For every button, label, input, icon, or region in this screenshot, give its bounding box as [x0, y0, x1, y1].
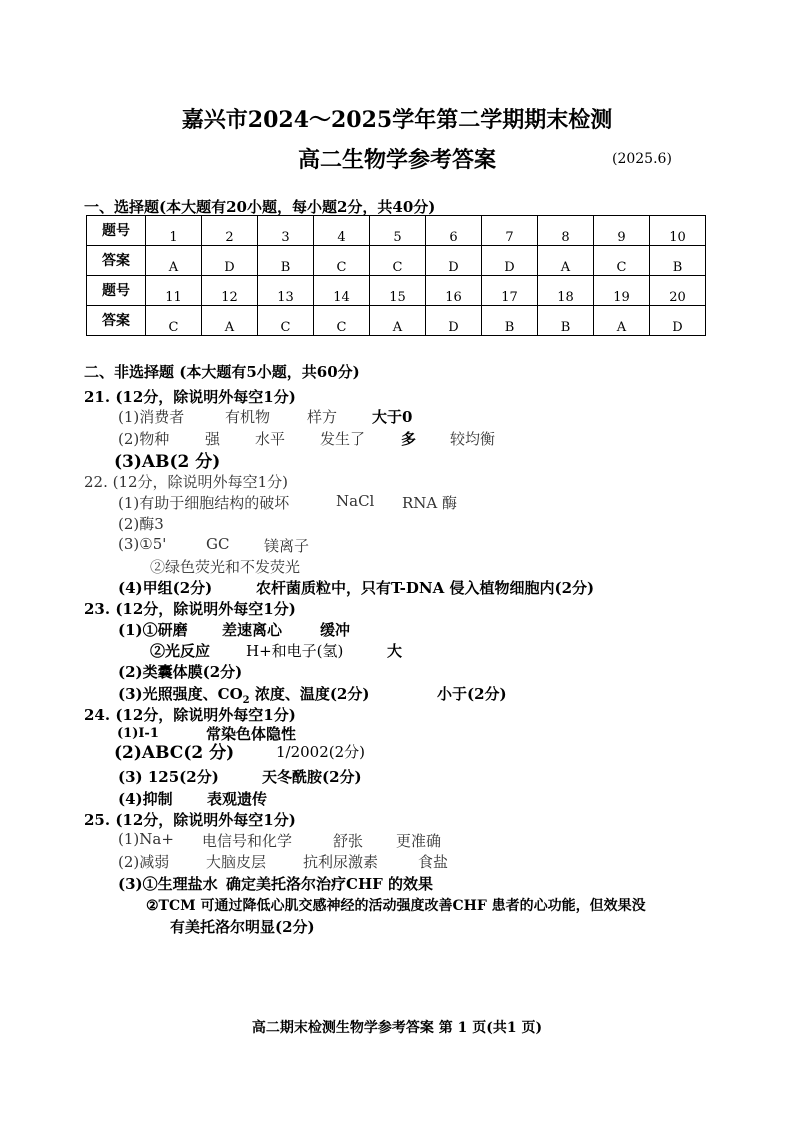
q24-part1-a: (1)I-1 [117, 726, 159, 741]
row-label-answer: 答案 [87, 306, 146, 336]
q25-heading: 25. (12分，除说明外每空1分) [84, 811, 296, 829]
q22-part1-c: RNA 酶 [402, 494, 458, 512]
q25-part2-a: (2)减弱 [118, 853, 170, 871]
q24-part3-a: (3) 125(2分) [118, 768, 219, 786]
table-cell: A [538, 246, 594, 276]
section2-heading: 二、非选择题 (本大题有5小题，共60分) [84, 363, 360, 381]
table-cell: 11 [146, 276, 202, 306]
q21-part2-e: 多 [401, 430, 417, 448]
q23-part3-c: 小于(2分) [437, 685, 507, 703]
table-cell: A [146, 246, 202, 276]
q23-part3-text: (3)光照强度、CO [118, 685, 243, 703]
q21-part2-c: 水平 [255, 430, 286, 448]
row-label-question: 题号 [87, 276, 146, 306]
table-cell: B [482, 306, 538, 336]
q24-part1-b: 常染色体隐性 [206, 725, 297, 743]
q21-part2-b: 强 [205, 430, 221, 448]
q23-heading: 23. (12分，除说明外每空1分) [84, 600, 296, 618]
table-cell: 15 [370, 276, 426, 306]
q25-part1-a: (1)Na+ [118, 830, 174, 848]
q21-part1-d: 大于0 [372, 408, 413, 426]
q21-heading: 21. (12分，除说明外每空1分) [84, 388, 296, 406]
table-cell: 5 [370, 216, 426, 246]
q21-part2-a: (2)物种 [118, 430, 170, 448]
q22-part3-b-line: ②绿色荧光和不发荧光 [150, 558, 301, 576]
table-cell: 14 [314, 276, 370, 306]
q21-part3: (3)AB(2 分) [114, 452, 221, 472]
table-cell: D [426, 306, 482, 336]
q23-part3-sub: 2 [242, 695, 250, 706]
table-cell: 13 [258, 276, 314, 306]
q25-part3b-line: ②TCM 可通过降低心肌交感神经的活动强度改善CHF 患者的心功能，但效果没 [146, 898, 646, 914]
q24-part4-a: (4)抑制 [118, 790, 173, 808]
table-cell: 2 [202, 216, 258, 246]
q22-part4-b: 农杆菌质粒中，只有T-DNA 侵入植物细胞内(2分) [256, 579, 595, 597]
table-cell: B [258, 246, 314, 276]
q23-part1-b: 差速离心 [222, 621, 283, 639]
q23-part2: (2)类囊体膜(2分) [118, 663, 243, 681]
table-cell: 18 [538, 276, 594, 306]
table-cell: 20 [650, 276, 706, 306]
q23-part1b-b: H+和电子(氢) [246, 642, 344, 660]
table-cell: 8 [538, 216, 594, 246]
q23-part1b-a: ②光反应 [150, 642, 211, 660]
q25-part1-b: 电信号和化学 [202, 832, 293, 850]
q22-part1-a: (1)有助于细胞结构的破坏 [118, 494, 290, 512]
table-cell: B [650, 246, 706, 276]
q23-part3-text2: 浓度、温度(2分) [249, 685, 370, 703]
q22-part3-a: (3)①5' [118, 535, 167, 553]
table-row-answers-1 [87, 246, 706, 276]
q22-part1-b: NaCl [336, 492, 375, 510]
table-cell: C [370, 246, 426, 276]
table-cell: 17 [482, 276, 538, 306]
table-cell: D [650, 306, 706, 336]
table-cell: A [594, 306, 650, 336]
table-cell: 19 [594, 276, 650, 306]
page-footer: 高二期末检测生物学参考答案 第 1 页(共1 页) [251, 1020, 543, 1036]
document-title: 嘉兴市2024～2025学年第二学期期末检测 [181, 107, 613, 133]
q25-part2-d: 食盐 [418, 853, 449, 871]
answer-table [86, 215, 706, 336]
table-cell: C [594, 246, 650, 276]
q25-part1-c: 舒张 [333, 832, 364, 850]
table-cell: C [146, 306, 202, 336]
table-cell: D [202, 246, 258, 276]
q25-part3-b: 确定美托洛尔治疗CHF 的效果 [226, 875, 433, 893]
q24-heading: 24. (12分，除说明外每空1分) [84, 706, 296, 724]
q22-part2: (2)酶3 [118, 515, 164, 533]
table-cell: 16 [426, 276, 482, 306]
table-row-numbers-1 [87, 216, 706, 246]
q21-part2-f: 较均衡 [450, 430, 496, 448]
q21-part1-c: 样方 [307, 408, 338, 426]
table-cell: 3 [258, 216, 314, 246]
section1-heading: 一、选择题(本大题有20小题，每小题2分，共40分) [84, 198, 436, 216]
q24-part4-b: 表观遗传 [207, 790, 268, 808]
table-cell: C [258, 306, 314, 336]
q25-part2-c: 抗利尿激素 [303, 853, 379, 871]
document-date: (2025.6) [612, 151, 672, 167]
q24-part2-b: 1/2002(2分) [276, 743, 366, 761]
table-cell: A [202, 306, 258, 336]
table-cell: B [538, 306, 594, 336]
document-subtitle: 高二生物学参考答案 [297, 147, 496, 173]
q22-part3-b: GC [206, 535, 230, 553]
table-cell: 1 [146, 216, 202, 246]
q24-part3-b: 天冬酰胺(2分) [262, 768, 362, 786]
table-cell: A [370, 306, 426, 336]
table-cell: C [314, 246, 370, 276]
table-cell: D [482, 246, 538, 276]
q23-part1-a: (1)①研磨 [118, 621, 188, 639]
q24-part2-a: (2)ABC(2 分) [114, 743, 235, 763]
table-cell: C [314, 306, 370, 336]
q22-heading: 22. (12分，除说明外每空1分) [84, 473, 288, 491]
q22-part3-c: 镁离子 [264, 537, 310, 555]
q23-part1b-c: 大 [387, 642, 403, 660]
table-cell: 6 [426, 216, 482, 246]
q25-part3-a: (3)①生理盐水 [118, 875, 218, 893]
table-cell: 12 [202, 276, 258, 306]
q25-part2-b: 大脑皮层 [206, 853, 267, 871]
q25-part3c-line: 有美托洛尔明显(2分) [170, 918, 315, 936]
table-row-numbers-2 [87, 276, 706, 306]
table-cell: 9 [594, 216, 650, 246]
q21-part1-b: 有机物 [225, 408, 271, 426]
q21-part2-d: 发生了 [320, 430, 366, 448]
q22-part4-a: (4)甲组(2分) [118, 579, 213, 597]
q25-part1-d: 更准确 [396, 832, 442, 850]
table-cell: 7 [482, 216, 538, 246]
row-label-answer: 答案 [87, 246, 146, 276]
table-cell: 4 [314, 216, 370, 246]
q21-part1-a: (1)消费者 [118, 408, 185, 426]
q23-part3 [118, 683, 369, 706]
table-cell: 10 [650, 216, 706, 246]
q23-part1-c: 缓冲 [320, 621, 351, 639]
table-cell: D [426, 246, 482, 276]
row-label-question: 题号 [87, 216, 146, 246]
table-row-answers-2 [87, 306, 706, 336]
